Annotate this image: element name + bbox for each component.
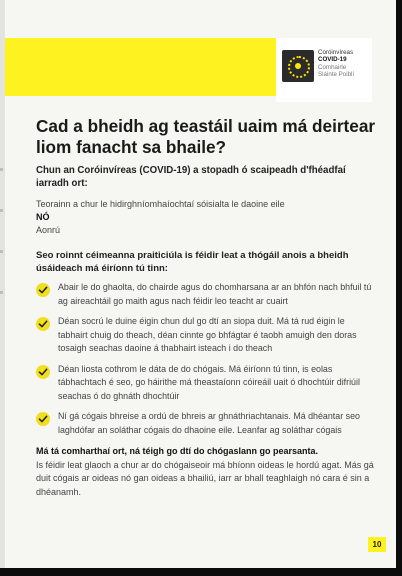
hse-covid-logo: [276, 38, 372, 102]
steps-list: [36, 281, 376, 437]
checkmark-icon: [36, 412, 50, 426]
list-item: [36, 410, 376, 437]
virus-icon: [282, 50, 314, 82]
list-item: [36, 363, 376, 404]
option-second: Aonrú: [36, 225, 61, 235]
document-page: [5, 0, 396, 568]
lead-text: Chun an Coróinvíreas (COVID-19) a stopadh ó scaipeadh d'fhéadfaí iarradh ort:: [36, 165, 346, 189]
checkmark-icon: [36, 317, 50, 331]
options-block: [36, 198, 376, 237]
list-item: [36, 281, 376, 308]
closing-bold: Má tá comharthaí ort, ná téigh go dtí do chógaslann go pearsanta.: [36, 446, 319, 456]
page-number: 10: [368, 537, 386, 552]
list-item-text: Déan socrú le duine éigin chun dul go dtí an siopa duit. Má tá rud éigin le tabhairt chuig do theach, déan cinnte go bhfágtar é taobh amuigh den doras tosaigh seachas daoine á thabhairt isteach i do theach: [58, 316, 357, 353]
closing-paragraph: [36, 445, 376, 499]
list-item-text: Abair le do ghaolta, do chairde agus do chomharsana ar an bhfón nach bhfuil tú ag aireachtáil go maith agus nach féidir leo teacht ar cuairt: [58, 282, 372, 306]
subheading: Seo roinnt céimeanna praiticiúla is féidir leat a thógáil anois a bheidh úsáideach má éiríonn tú tinn:: [36, 250, 349, 274]
checkmark-icon: [36, 365, 50, 379]
logo-line-1: Coróinvíreas: [318, 49, 354, 56]
list-item: [36, 315, 376, 356]
checkmark-icon: [36, 283, 50, 297]
list-item-text: Ní gá cógais bhreise a ordú de bhreis ar ghnáthriachtanais. Má dhéantar seo laghdófar an soláthar cógais do dhaoine eile. Leanfar ag soláthar cógais: [58, 411, 360, 435]
list-item-text: Déan liosta cothrom le dáta de do chógais. Má éiríonn tú tinn, is eolas tábhachtach é seo, go háirithe má theastaíonn cóireáil uait ó dhochtúir difriúil seachas ó do ghnáth dhochtúir: [58, 363, 360, 401]
option-first: Teorainn a chur le hidirghníomhaíochtaí sóisialta le daoine eile: [36, 199, 285, 209]
main-content: [36, 116, 376, 499]
option-or: NÓ: [36, 212, 50, 222]
logo-line-2: COVID-19: [318, 56, 347, 64]
page-title: Cad a bheidh ag teastáil uaim má deirtear liom fanacht sa bhaile?: [36, 116, 376, 157]
logo-line-3: Comhairle: [318, 63, 347, 71]
closing-text: Is féidir leat glaoch a chur ar do chógaiseoir má bhíonn oideas le hordú agat. Más gá duit cógais ar oideas nó gan oideas a bhailiú, iarr ar bhall teaghlaigh nó cara é sin a dhéanamh.: [36, 459, 374, 497]
logo-line-4: Sláinte Poiblí: [318, 70, 355, 78]
